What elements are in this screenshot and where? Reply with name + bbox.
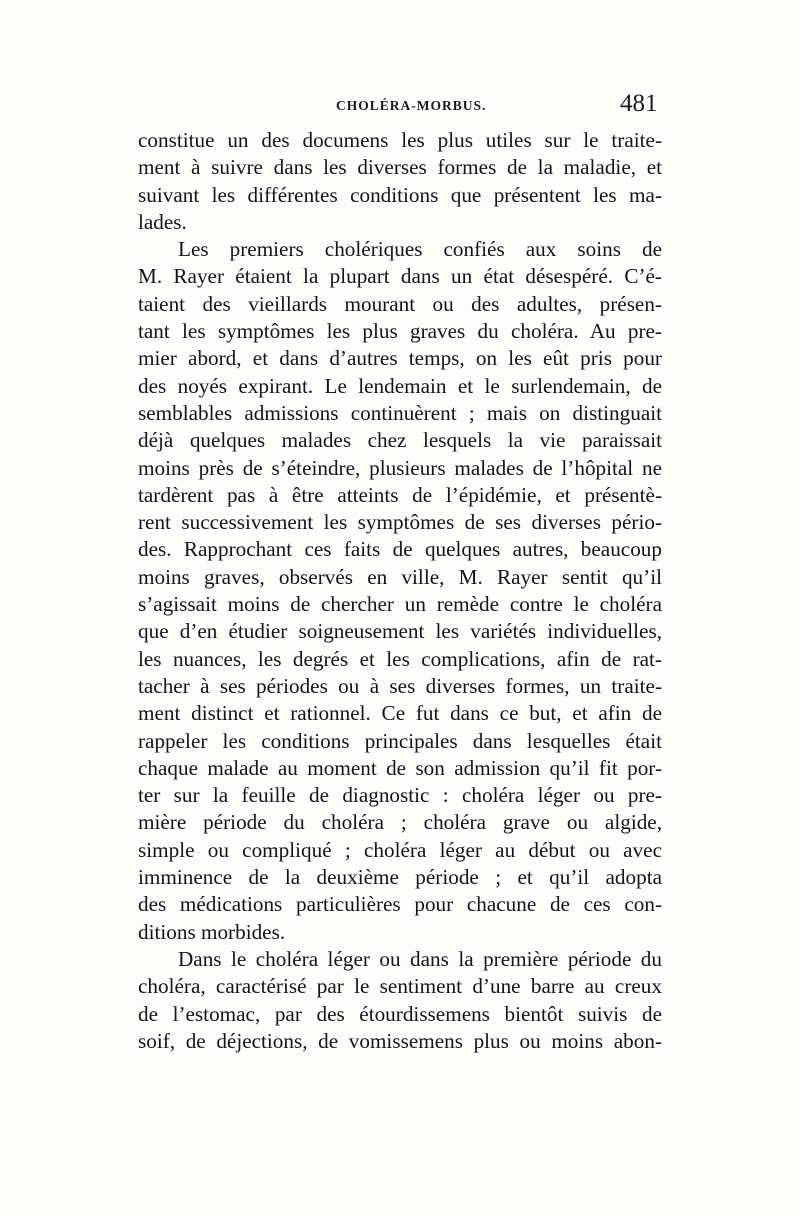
- text-line: suivant les différentes conditions que présentent les ma-: [138, 182, 662, 207]
- text-line: choléra, caractérisé par le sentiment d’une barre au creux: [138, 974, 662, 999]
- running-title: CHOLÉRA-MORBUS.: [336, 98, 487, 113]
- text-line: M. Rayer étaient la plupart dans un état désespéré. C’é-: [138, 264, 662, 289]
- text-line: Les premiers cholériques confiés aux soins de: [178, 237, 662, 262]
- text-line: soif, de déjections, de vomissemens plus ou moins abon-: [138, 1028, 662, 1053]
- text-line: taient des vieillards mourant ou des adultes, présen-: [138, 291, 662, 316]
- text-line: que d’en étudier soigneusement les variétés individuelles,: [138, 619, 662, 644]
- text-line: simple ou compliqué ; choléra léger au début ou avec: [138, 837, 662, 862]
- text-line: mier abord, et dans d’autres temps, on les eût pris pour: [138, 346, 662, 371]
- text-line: tardèrent pas à être atteints de l’épidémie, et présentè-: [138, 482, 662, 507]
- text-line: imminence de la deuxième période ; et qu’il adopta: [138, 865, 662, 890]
- text-line: des. Rapprochant ces faits de quelques autres, beaucoup: [138, 537, 662, 562]
- text-line: moins près de s’éteindre, plusieurs malades de l’hôpital ne: [138, 455, 662, 480]
- text-line: moins graves, observés en ville, M. Rayer sentit qu’il: [138, 564, 662, 589]
- text-line: ter sur la feuille de diagnostic : choléra léger ou pre-: [138, 783, 662, 808]
- text-line: Dans le choléra léger ou dans la première période du: [178, 946, 662, 971]
- text-line: chaque malade au moment de son admission qu’il fit por-: [138, 755, 662, 780]
- running-head: [0, 92, 800, 124]
- text-line: de l’estomac, par des étourdissemens bientôt suivis de: [138, 1001, 662, 1026]
- text-line: mière période du choléra ; choléra grave ou algide,: [138, 810, 662, 835]
- text-line: ditions morbides.: [138, 919, 286, 944]
- text-line: s’agissait moins de chercher un remède contre le choléra: [138, 592, 662, 617]
- page-number: 481: [620, 90, 658, 117]
- text-line: constitue un des documens les plus utiles sur le traite-: [138, 128, 662, 152]
- text-line: des médications particulières pour chacune de ces con-: [138, 892, 662, 917]
- text-line: ment distinct et rationnel. Ce fut dans ce but, et afin de: [138, 701, 662, 726]
- text-line: les nuances, les degrés et les complications, afin de rat-: [138, 646, 662, 671]
- text-line: tacher à ses périodes ou à ses diverses formes, un traite-: [138, 673, 662, 698]
- text-line: des noyés expirant. Le lendemain et le surlendemain, de: [138, 373, 662, 398]
- text-line: lades.: [138, 209, 187, 234]
- text-line: rent successivement les symptômes de ses diverses pério-: [138, 510, 662, 535]
- text-line: semblables admissions continuèrent ; mais on distinguait: [138, 400, 662, 425]
- text-line: ment à suivre dans les diverses formes de la maladie, et: [138, 155, 662, 180]
- text-line: tant les symptômes les plus graves du choléra. Au pre-: [138, 319, 662, 344]
- body-text: [138, 127, 662, 1055]
- text-line: rappeler les conditions principales dans lesquelles était: [138, 728, 662, 753]
- text-line: déjà quelques malades chez lesquels la vie paraissait: [138, 428, 662, 453]
